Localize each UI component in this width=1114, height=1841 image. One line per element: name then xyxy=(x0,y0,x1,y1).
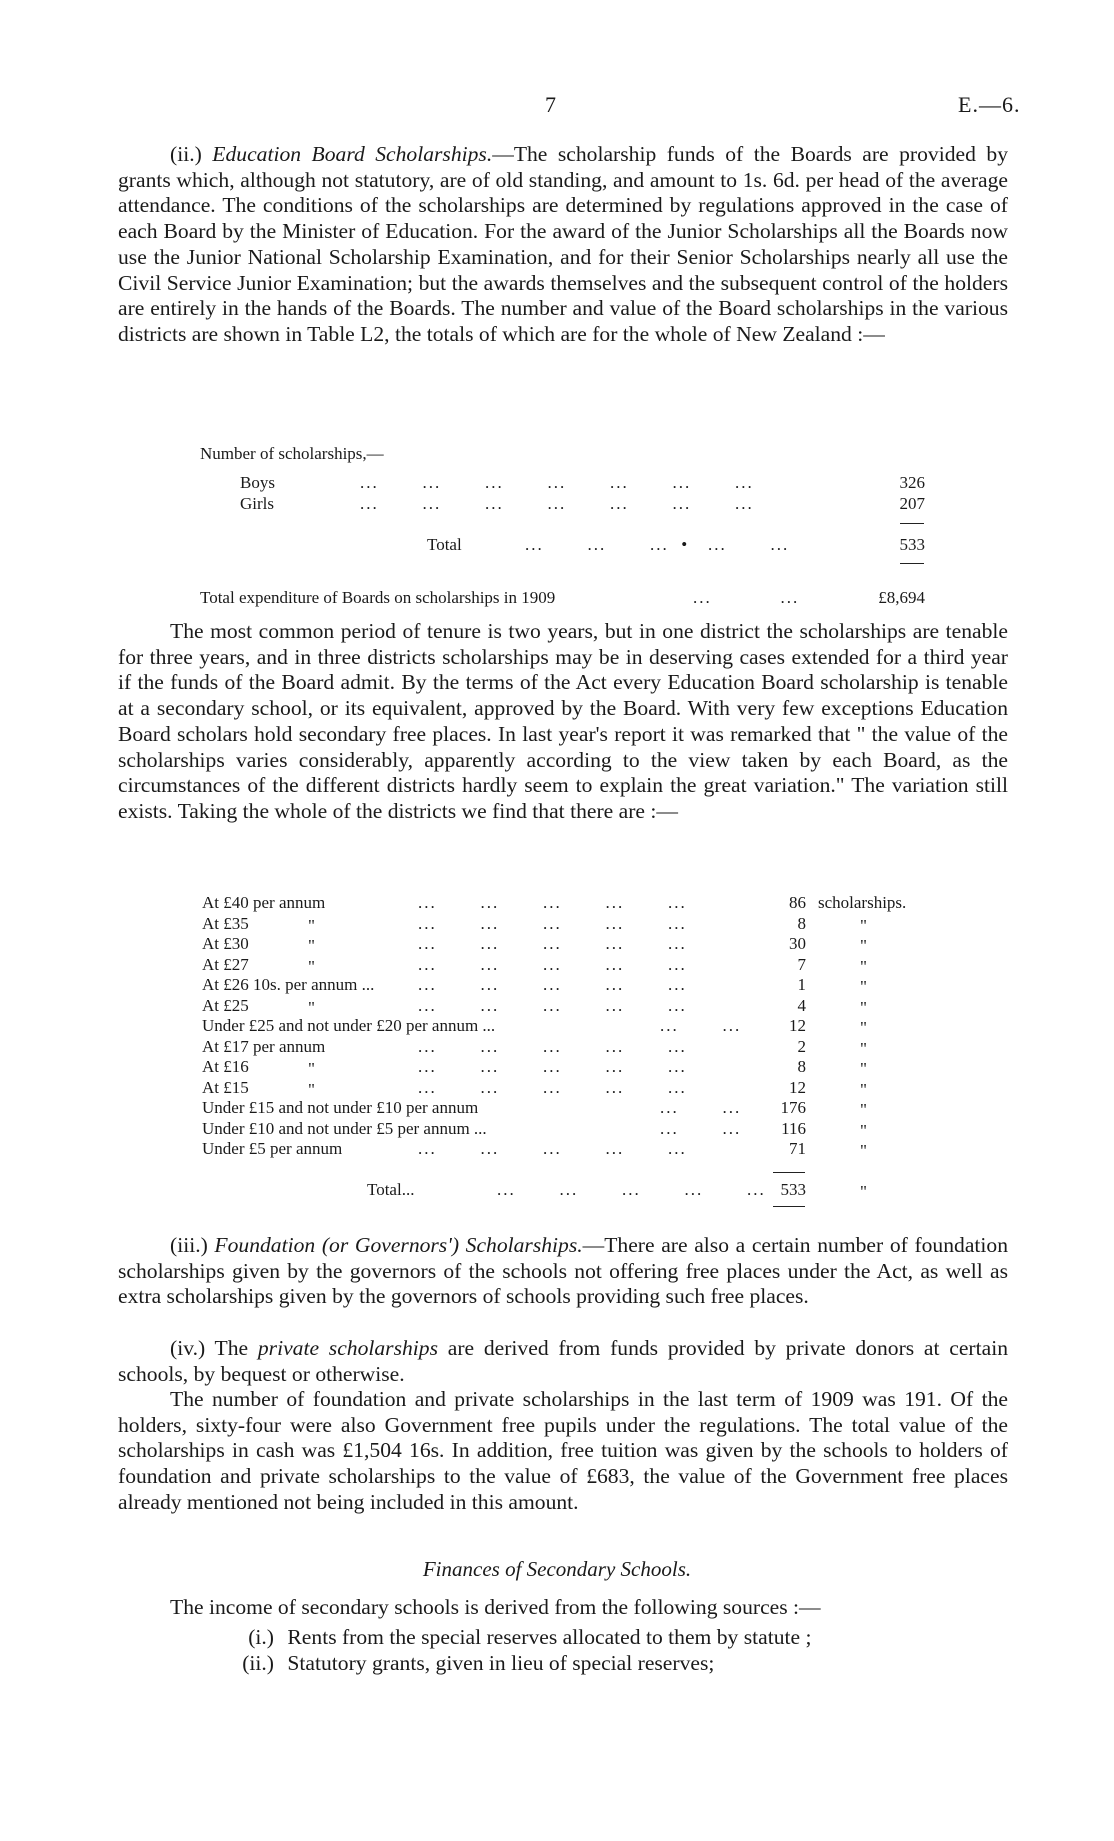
summary-total-value: 533 xyxy=(899,535,925,554)
ditto-mark: " xyxy=(860,998,867,1017)
ditto-mark: " xyxy=(308,916,315,935)
ditto-mark: " xyxy=(860,1059,867,1078)
value-row-count: 4 xyxy=(797,996,806,1015)
leader-dots: ... ... ... • ... ... xyxy=(525,535,790,554)
leader-dots: ... ... ... ... ... xyxy=(418,934,687,953)
value-row-count: 86 xyxy=(789,893,806,912)
expenditure-label: Total expenditure of Boards on scholarships in 1909 xyxy=(200,588,556,607)
ditto-mark: " xyxy=(860,1018,867,1037)
paragraph-foundation-numbers: The number of foundation and private scholarships in the last term of 1909 was 191. Of the holders, sixty-four were also Government free pupils under the regulations. The total value of the scholarships in cash was £1,504 16s. In addition, free tuition was given by the schools to holders of foundation and private scholarships to the value of £683, the value of the Government free places already mentioned not being included in this amount. xyxy=(118,1387,1008,1514)
para-body: —The scholarship funds of the Boards are provided by grants which, although not statutory, are of old standing, and amount to 1s. 6d. per head of the average attendance. The conditions of the scholarships are determined by regulations approved in the case of each Board by the Minister of Education. For the award of the Junior Scholarships all the Boards now use the Junior National Scholarship Examination, and for their Senior Scholarships nearly all use the Civil Service Junior Examination; but the awards themselves and the subsequent control of the holders are entirely in the hands of the Boards. The number and value of the Board scholarships in the various districts are shown in Table L2, the totals of which are for the whole of New Zealand :— xyxy=(118,142,1008,346)
ditto-mark: " xyxy=(308,1080,315,1099)
value-row-count: 1 xyxy=(797,975,806,994)
ditto-mark: " xyxy=(860,1080,867,1099)
summary-table-heading: Number of scholarships,— xyxy=(200,444,384,463)
value-row-label: Under £15 and not under £10 per annum xyxy=(202,1098,479,1117)
ditto-mark: " xyxy=(308,936,315,955)
value-row-label: Under £10 and not under £5 per annum ... xyxy=(202,1119,487,1138)
page-number: 7 xyxy=(545,92,556,117)
source-item xyxy=(228,1625,812,1650)
leader-dots: ... ... ... ... ... xyxy=(418,1037,687,1056)
value-row-label: At £25 xyxy=(202,996,249,1015)
leader-dots: ... ... xyxy=(660,1098,742,1117)
ditto-mark: " xyxy=(860,1039,867,1058)
value-total-label: Total... xyxy=(367,1180,415,1199)
value-row-count: 7 xyxy=(797,955,806,974)
total-rule xyxy=(773,1206,805,1207)
ditto-mark: " xyxy=(860,1182,867,1201)
value-row-label: At £15 xyxy=(202,1078,249,1097)
leader-dots: ... ... ... ... ... ... ... xyxy=(360,494,754,513)
value-row-count: 71 xyxy=(789,1139,806,1158)
value-row-count: 8 xyxy=(797,914,806,933)
paragraph-tenure: The most common period of tenure is two years, but in one district the scholarships are tenable for three years, and in three districts scholarships may be in deserving cases extended for a third year if the funds of the Board admit. By the terms of the Act every Education Board scholarship is tenable at a secondary school, or its equivalent, approved by the Board. With very few exceptions Education Board scholars hold secondary free places. In last year's report it was remarked that " the value of the scholarships varies considerably, apparently according to the view taken by each Board, as the circumstances of the different districts hardly seem to explain the great variation." The variation still exists. Taking the whole of the districts we find that there are :— xyxy=(118,619,1008,823)
ditto-mark: " xyxy=(860,916,867,935)
ditto-mark: " xyxy=(860,977,867,996)
sum-rule xyxy=(773,1172,805,1173)
leader-dots: ... ... xyxy=(660,1016,742,1035)
summary-row-label: Girls xyxy=(240,494,274,513)
summary-row-value: 207 xyxy=(899,494,925,513)
ditto-mark: " xyxy=(308,957,315,976)
value-row-label: At £30 xyxy=(202,934,249,953)
para-label: (iv.) The xyxy=(170,1336,249,1360)
leader-dots: ... ... ... ... ... xyxy=(418,975,687,994)
unit-label: scholarships. xyxy=(818,893,907,912)
value-row-count: 116 xyxy=(781,1119,806,1138)
value-row-label: At £40 per annum xyxy=(202,893,326,912)
leader-dots: ... ... ... ... ... xyxy=(418,1057,687,1076)
ditto-mark: " xyxy=(860,1100,867,1119)
expenditure-value: £8,694 xyxy=(878,588,925,607)
value-row-label: Under £5 per annum xyxy=(202,1139,343,1158)
source-label: (ii.) xyxy=(242,1651,274,1675)
leader-dots: ... ... ... ... ... ... ... xyxy=(360,473,754,492)
value-row-label: At £27 xyxy=(202,955,249,974)
ditto-mark: " xyxy=(860,936,867,955)
para-title: private scholarships xyxy=(257,1336,438,1360)
source-item xyxy=(228,1651,714,1676)
value-row-label: Under £25 and not under £20 per annum ... xyxy=(202,1016,496,1035)
summary-row-value: 326 xyxy=(899,473,925,492)
value-row-count: 8 xyxy=(797,1057,806,1076)
leader-dots: ... ... ... ... ... xyxy=(418,893,687,912)
value-row-count: 12 xyxy=(789,1078,806,1097)
leader-dots: ... ... ... ... ... xyxy=(418,1139,687,1158)
para-title: Foundation (or Governors') Scholarships. xyxy=(214,1233,583,1257)
para-title: Education Board Scholarships. xyxy=(212,142,493,166)
leader-dots: ... ... ... ... ... xyxy=(418,996,687,1015)
leader-dots: ... ... ... ... ... xyxy=(497,1180,766,1199)
value-row-count: 30 xyxy=(789,934,806,953)
leader-dots: ... ... ... ... ... xyxy=(418,955,687,974)
ditto-mark: " xyxy=(308,998,315,1017)
paragraph-income: The income of secondary schools is derived from the following sources :— xyxy=(170,1595,821,1619)
value-row-label: At £17 per annum xyxy=(202,1037,326,1056)
ditto-mark: " xyxy=(860,1141,867,1160)
ditto-mark: " xyxy=(308,1059,315,1078)
leader-dots: ... ... ... ... ... xyxy=(418,914,687,933)
ditto-mark: " xyxy=(860,957,867,976)
paragraph-private-scholarships xyxy=(118,1336,1008,1387)
para-body: —There are also a certain number of foundation scholarships given by the governors of the schools not offering free places under the Act, as well as extra scholarships given by the governors of schools providing such free places. xyxy=(118,1233,1009,1309)
value-row-label: At £35 xyxy=(202,914,249,933)
leader-dots: ... ... xyxy=(660,1119,742,1138)
section-heading: Finances of Secondary Schools. xyxy=(422,1557,692,1581)
paragraph-education-board-scholarships xyxy=(118,142,1008,348)
paragraph-foundation-scholarships xyxy=(118,1233,1008,1310)
source-label: (i.) xyxy=(248,1625,274,1649)
para-body: are derived from funds provided by private donors at certain schools, by bequest or otherwise. xyxy=(118,1336,1008,1386)
summary-total-label: Total xyxy=(427,535,462,554)
source-text: Rents from the special reserves allocated to them by statute ; xyxy=(287,1625,812,1649)
value-row-count: 2 xyxy=(797,1037,806,1056)
para-label: (iii.) xyxy=(170,1233,208,1257)
total-rule xyxy=(900,563,924,564)
leader-dots: ... ... xyxy=(693,588,800,607)
summary-row-label: Boys xyxy=(240,473,275,492)
para-label: (ii.) xyxy=(170,142,202,166)
value-row-count: 12 xyxy=(789,1016,806,1035)
value-row-count: 176 xyxy=(780,1098,806,1117)
value-row-label: At £16 xyxy=(202,1057,249,1076)
leader-dots: ... ... ... ... ... xyxy=(418,1078,687,1097)
document-reference: E.—6. xyxy=(958,92,1021,117)
value-total-value: 533 xyxy=(780,1180,806,1199)
source-text: Statutory grants, given in lieu of special reserves; xyxy=(287,1651,715,1675)
sum-rule xyxy=(900,523,924,524)
value-row-label: At £26 10s. per annum ... xyxy=(202,975,375,994)
ditto-mark: " xyxy=(860,1121,867,1140)
